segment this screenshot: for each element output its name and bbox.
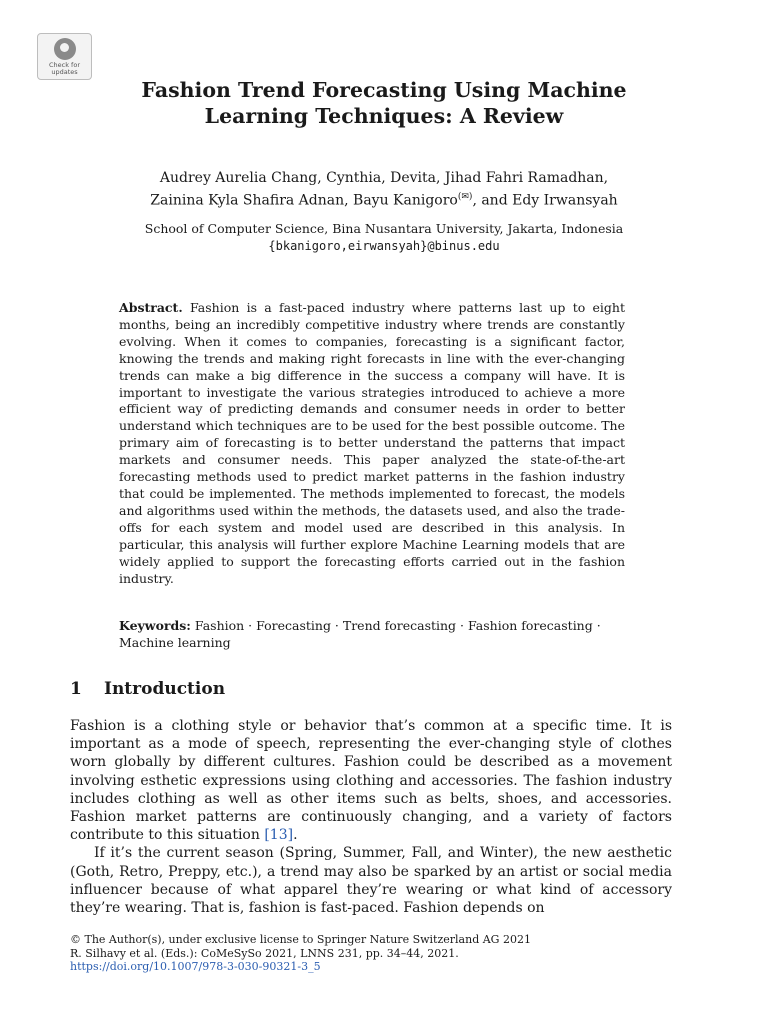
section-number: 1 <box>70 679 82 699</box>
doi-link[interactable]: https://doi.org/10.1007/978-3-030-90321-3_5 <box>70 960 321 973</box>
authors-line-2-start: Zainina Kyla Shafira Adnan, Bayu Kanigoro <box>150 192 458 209</box>
authors-line-2-end: , and Edy Irwansyah <box>472 192 618 209</box>
copyright-line: © The Author(s), under exclusive license to Springer Nature Switzerland AG 2021 <box>70 933 531 946</box>
author-list <box>60 169 708 211</box>
keywords <box>119 617 625 651</box>
footer <box>70 933 672 974</box>
paragraph-1-text: Fashion is a clothing style or behavior that’s common at a specific time. It is important as a mode of speech, representing the ever-changing style of clothes worn globally by different cultures. Fashion could be described as a movement involving esthetic expressions using clothing and accessories. The fashion industry includes clothing as well as other items such as belts, shoes, and accessories. Fashion market patterns are continuously changing, and a variety of factors contribute to this situation <box>70 718 672 844</box>
citation-link[interactable]: [13] <box>264 827 294 844</box>
badge-line-2: updates <box>51 68 78 76</box>
crossmark-icon <box>54 38 76 60</box>
check-for-updates-badge[interactable] <box>37 33 92 80</box>
paragraph-1-end: . <box>293 827 298 844</box>
section-heading <box>70 678 225 700</box>
abstract-label: Abstract. <box>119 300 183 315</box>
paragraph-2: If it’s the current season (Spring, Summer, Fall, and Winter), the new aesthetic (Goth, Retro, Preppy, etc.), a trend may also be sparked by an artist or social media influencer because of what apparel they’re wearing or what kind of accessory they’re wearing. That is, fashion is fast-paced. Fashion depends on <box>70 845 672 917</box>
title-line-1: Fashion Trend Forecasting Using Machine <box>141 78 627 102</box>
paper-title <box>60 77 708 129</box>
keywords-label: Keywords: <box>119 618 191 633</box>
title-line-2: Learning Techniques: A Review <box>204 104 564 128</box>
abstract <box>119 300 625 587</box>
author-email[interactable]: {bkanigoro,eirwansyah}@binus.edu <box>268 239 500 253</box>
paragraph-1 <box>70 717 672 844</box>
keywords-text: Fashion · Forecasting · Trend forecasting · Fashion forecasting · Machine learning <box>119 618 601 650</box>
affiliation <box>60 220 708 255</box>
affiliation-line: School of Computer Science, Bina Nusantara University, Jakarta, Indonesia <box>144 221 624 236</box>
envelope-icon[interactable]: (✉) <box>457 192 473 202</box>
section-title: Introduction <box>104 679 226 699</box>
authors-line-1: Audrey Aurelia Chang, Cynthia, Devita, Jihad Fahri Ramadhan, <box>159 170 609 186</box>
badge-text <box>49 62 80 76</box>
citation-line: R. Silhavy et al. (Eds.): CoMeSySo 2021, LNNS 231, pp. 34–44, 2021. <box>70 946 459 960</box>
badge-line-1: Check for <box>49 61 80 69</box>
abstract-text: Fashion is a fast-paced industry where patterns last up to eight months, being an incredibly competitive industry where trends are constantly evolving. When it comes to companies, forecasting is a significant factor, knowing the trends and making right forecasts in line with the ever-changing trends can make a big difference in the success a company will have. It is important to investigate the various strategies introduced to achieve a more efficient way of predicting demands and consumer needs in order to better understand which techniques are to be used for the best possible outcome. The primary aim of forecasting is to better understand the patterns that impact markets and consumer needs. This paper analyzed the state-of-the-art forecasting methods used to predict market patterns in the fashion industry that could be implemented. The methods implemented to forecast, the models and algorithms used within the methods, the datasets used, and also the trade-offs for each system and model used are described in this analysis. In particular, this analysis will further explore Machine Learning models that are widely applied to support the forecasting efforts carried out in the fashion industry. <box>119 300 625 586</box>
body-text <box>70 717 672 917</box>
